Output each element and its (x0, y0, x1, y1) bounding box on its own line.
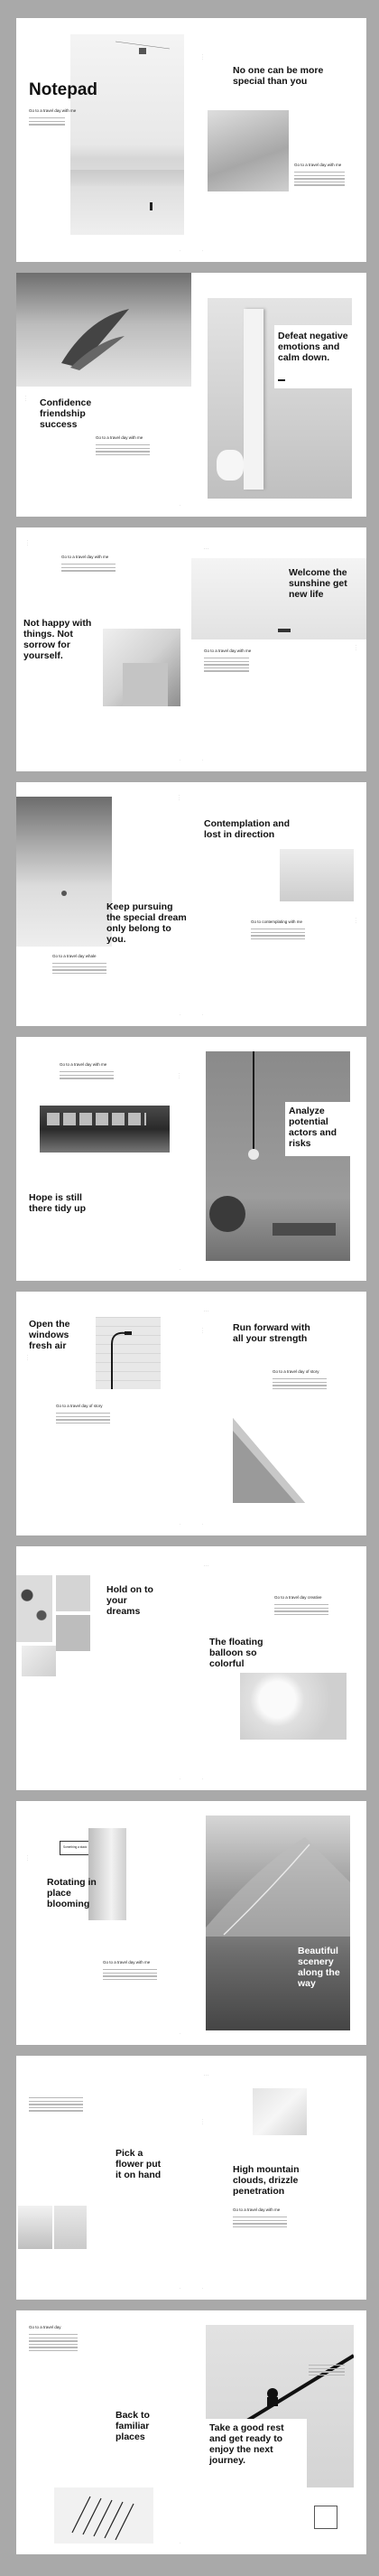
page-confidence (16, 273, 191, 517)
page-subtitle: Go to a travel day creative (274, 1595, 322, 1600)
page-title: Defeat negative emotions and calm down. (278, 331, 348, 363)
page-title: Hope is still there tidy up (29, 1192, 87, 1214)
building-block (123, 663, 168, 706)
page-title: Analyze potential actors and risks (289, 1106, 337, 1149)
page-title: High mountain clouds, drizzle penetration (233, 2164, 300, 2197)
cable-car-illustration (116, 38, 170, 65)
page-title: Pick a flower put it on hand (116, 2148, 162, 2180)
page-footer: · (202, 1778, 204, 1781)
vertical-caption: · · · (23, 396, 27, 402)
page-subtitle: Go to a travel day of story (56, 1404, 103, 1408)
page-footer: · (202, 1013, 204, 1017)
body-text (96, 444, 150, 457)
round-mirror (209, 1196, 245, 1232)
page-scenery (191, 1801, 366, 2045)
body-text (204, 658, 249, 674)
flower-vase-photo (18, 2206, 52, 2249)
modern-building-photo (54, 2487, 153, 2543)
page-footer: · (179, 2287, 180, 2291)
page-title: Contemplation and lost in direction (204, 818, 291, 840)
header-text: · · · (204, 547, 208, 551)
page-title: No one can be more special than you (233, 65, 324, 87)
page-subtitle: Go to a travel day with me (29, 108, 77, 113)
page-title: Notepad (29, 80, 97, 99)
page-pursuing (16, 782, 191, 1026)
vertical-caption: · · · (200, 1328, 204, 1334)
vertical-caption: · · · (354, 645, 357, 651)
page-footer: · (179, 759, 180, 762)
corner-square (314, 2506, 337, 2529)
page-footer: · (202, 759, 204, 762)
paper-sculpture (217, 450, 244, 481)
page-rotating (16, 1801, 191, 2045)
small-ornament (61, 891, 67, 896)
page-subtitle: Go to a travel day with me (233, 2207, 281, 2212)
page-title: Rotating in place blooming (47, 1877, 97, 1909)
body-text (273, 1378, 327, 1391)
vertical-caption: · · · (177, 1073, 180, 1079)
texture-photo (56, 1615, 90, 1651)
page-notepad (16, 18, 191, 262)
page-footer: · (179, 1268, 180, 1272)
mountain-ridge (206, 1828, 350, 1937)
blossom-photo (22, 1646, 56, 1676)
body-text (294, 172, 345, 188)
vertical-caption: · · · (25, 540, 29, 546)
shelf-vases (273, 1223, 336, 1236)
page-title: Keep pursuing the special dream only belong to you. (106, 901, 187, 945)
vertical-caption: · · · (200, 2119, 204, 2125)
page-title: Run forward with all your strength (233, 1322, 310, 1344)
title-dash (278, 379, 285, 381)
clouds-photo (253, 2088, 307, 2135)
leaning-board (244, 309, 263, 490)
page-not-happy (16, 527, 191, 771)
page-high-mountain (191, 2056, 366, 2300)
box-label: Something a stack (63, 1845, 88, 1849)
lamp-bulb (248, 1149, 259, 1160)
body-text (29, 117, 65, 127)
hanging-leaves-photo (16, 797, 112, 947)
lake-photo (280, 849, 354, 901)
page-title: Back to familiar places (116, 2410, 150, 2442)
body-text (309, 2365, 345, 2377)
page-subtitle: Go to a travel day with me (204, 649, 252, 653)
page-subtitle: Go to a travel day (29, 2325, 61, 2329)
page-subtitle: Go to a travel day with me (61, 555, 109, 559)
walking-person (150, 202, 153, 210)
page-title: Beautiful scenery along the way (298, 1946, 340, 1989)
pendant-lamp (253, 1051, 254, 1151)
header-text: · · · (204, 1310, 208, 1313)
page-footer: · (179, 2032, 180, 2036)
plant-collage-photo (16, 1575, 52, 1642)
page-footer: · (179, 1778, 180, 1781)
page-subtitle: Go to a travel day with me (60, 1062, 107, 1067)
body-text (52, 963, 106, 975)
page-footer: · (179, 504, 180, 508)
vertical-caption: · · · (25, 1855, 29, 1862)
body-text (233, 2217, 287, 2229)
page-balloon (191, 1546, 366, 1790)
page-subtitle: Go to a travel day whale (52, 954, 97, 958)
body-text (29, 2334, 78, 2353)
body-text (274, 1604, 328, 1617)
bowl-photo (54, 2206, 87, 2249)
page-rest (191, 2310, 366, 2554)
street-lamp-shape (103, 1326, 148, 1389)
header-text: · · · (204, 2074, 208, 2077)
vertical-caption: · · · (354, 918, 357, 924)
page-footer: · (179, 249, 180, 253)
page-subtitle: Go to a travel day with me (103, 1960, 151, 1965)
page-title: Hold on to your dreams (106, 1584, 153, 1617)
page-subtitle: Go to contemplating with me (251, 919, 303, 924)
body-text (60, 1071, 114, 1081)
page-footer: · (202, 249, 204, 253)
leaf-detail-photo (56, 1575, 90, 1611)
page-title: Welcome the sunshine get new life (289, 567, 347, 600)
header-text: · · · (204, 1564, 208, 1568)
page-hold-on (16, 1546, 191, 1790)
vertical-caption: · · · (25, 1355, 29, 1361)
page-hope (16, 1037, 191, 1281)
page-back-familiar (16, 2310, 191, 2554)
page-title: Not happy with things. Not sorrow for yourself. (23, 618, 92, 661)
page-subtitle: Go to a travel day with me (294, 163, 342, 167)
page-footer: · (179, 1013, 180, 1017)
train-windows (47, 1113, 146, 1125)
page-subtitle: Go to a travel day with me (96, 435, 143, 440)
page-contemplation (191, 782, 366, 1026)
page-analyze (191, 1037, 366, 1281)
body-text (56, 1413, 110, 1425)
page-run-forward (191, 1292, 366, 1535)
page-footer: · (202, 1523, 204, 1526)
page-subtitle: Go to a travel day of story (273, 1369, 319, 1374)
page-title: The floating balloon so colorful (209, 1637, 263, 1669)
page-title: Take a good rest and get ready to enjoy the next journey. (209, 2422, 284, 2466)
page-footer: · (179, 1523, 180, 1526)
cyclist-figures (278, 629, 291, 632)
page-footer: · (179, 2542, 180, 2545)
vertical-caption: · · · (200, 54, 204, 61)
vertical-caption: · · · (177, 795, 180, 801)
page-pick-flower (16, 2056, 191, 2300)
body-text (103, 1969, 157, 1982)
skyline-silhouette (70, 170, 184, 186)
page-defeat (191, 273, 366, 517)
page-windows (16, 1292, 191, 1535)
page-footer: · (202, 2287, 204, 2291)
balloon-photo (240, 1673, 347, 1740)
body-text (251, 929, 305, 941)
misty-landscape-photo (208, 110, 289, 191)
body-text (61, 564, 116, 574)
page-special (191, 18, 366, 262)
page-welcome (191, 527, 366, 771)
shadow-triangle-photo (233, 1418, 305, 1503)
page-title: Confidence friendship success (40, 397, 92, 430)
palm-leaf-shape (52, 300, 134, 372)
body-text (29, 2097, 83, 2114)
page-title: Open the windows fresh air (29, 1319, 70, 1351)
